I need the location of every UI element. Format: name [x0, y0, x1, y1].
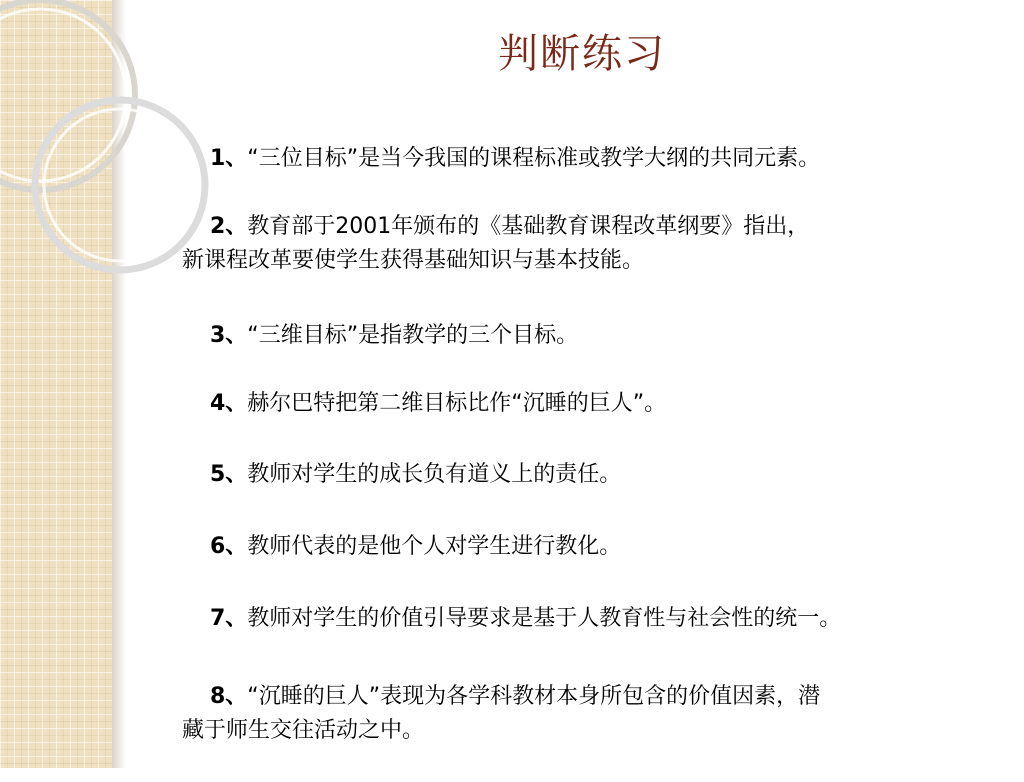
- item-number: 8、: [209, 684, 248, 709]
- item-text: 赫尔巴特把第二维目标比作“沉睡的巨人”。: [247, 391, 667, 416]
- item-number: 1、: [209, 146, 248, 171]
- item-text: 教师对学生的成长负有道义上的责任。: [247, 462, 622, 487]
- item-number: 7、: [209, 606, 248, 631]
- item-text: 教师对学生的价值引导要求是基于人教育性与社会性的统一。: [247, 606, 842, 631]
- item-text: “沉睡的巨人”表现为各学科教材本身所包含的价值因素，潜 藏于师生交往活动之中。: [182, 684, 821, 743]
- item-text: “三维目标”是指教学的三个目标。: [247, 323, 579, 348]
- item-number: 2、: [209, 214, 248, 239]
- item-number: 6、: [209, 534, 248, 559]
- item-text: 教育部于2001年颁布的《基础教育课程改革纲要》指出， 新课程改革要使学生获得基础知识与基本技能。: [182, 214, 810, 273]
- question-item: [182, 646, 982, 782]
- item-text: “三位目标”是当今我国的课程标准或教学大纲的共同元素。: [247, 146, 821, 171]
- item-text: 教师代表的是他个人对学生进行教化。: [247, 534, 622, 559]
- item-number: 5、: [209, 462, 248, 487]
- item-number: 4、: [209, 391, 248, 416]
- item-number: 3、: [209, 323, 248, 348]
- slide-title: 判断练习: [498, 31, 666, 77]
